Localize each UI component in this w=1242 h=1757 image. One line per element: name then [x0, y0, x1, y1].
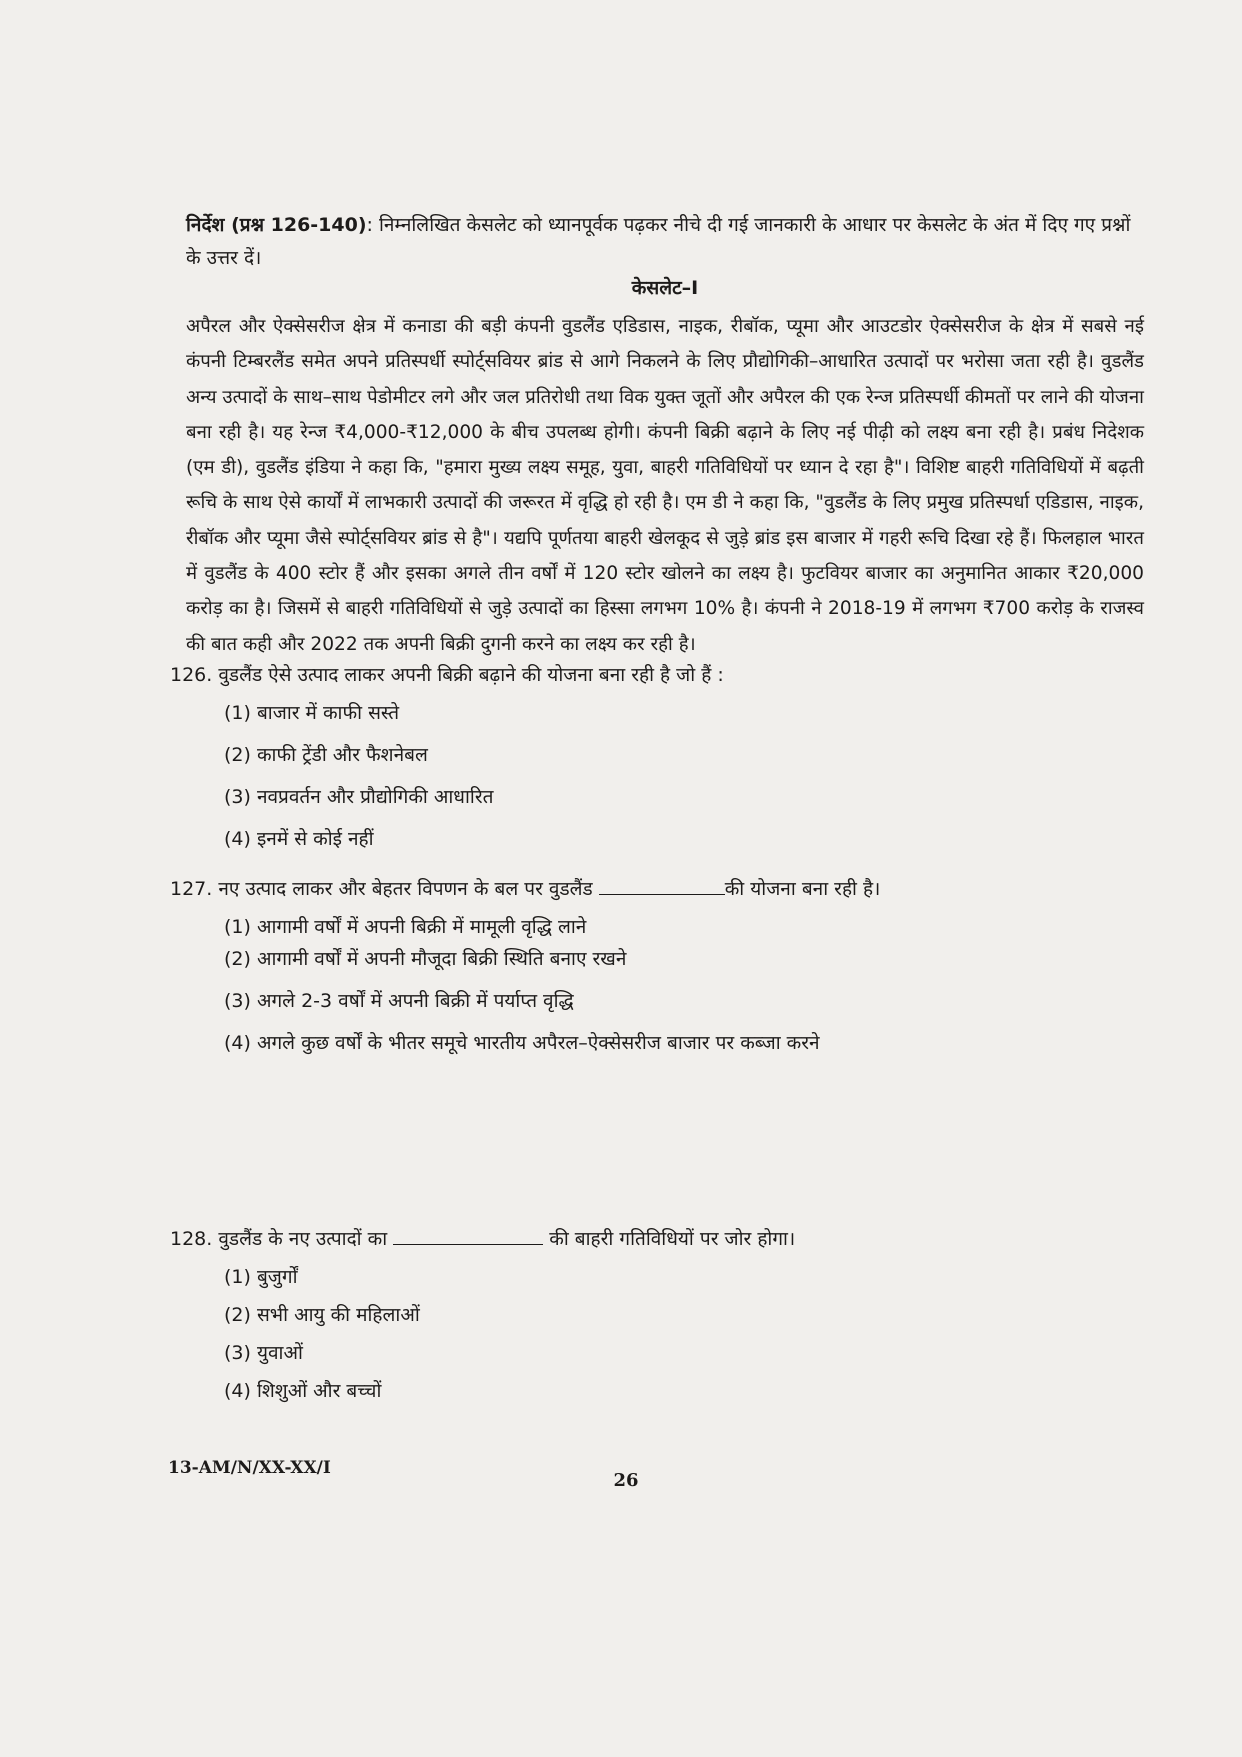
option-1[interactable]: (1) बुजुर्गों	[224, 1266, 298, 1288]
question-128	[170, 1224, 1140, 1406]
option-3[interactable]: (3) अगले 2-3 वर्षों में अपनी बिक्री में पर्याप्त वृद्धि	[224, 990, 574, 1012]
option-list	[170, 1262, 1140, 1406]
question-126	[170, 660, 1140, 854]
option-list	[170, 912, 1140, 1058]
question-stem-start: 127. नए उत्पाद लाकर और बेहतर विपणन के बल पर वुडलैंड	[170, 878, 593, 900]
question-stem-end: की बाहरी गतिविधियों पर जोर होगा।	[549, 1228, 796, 1250]
question-stem-start: 128. वुडलैंड के नए उत्पादों का	[170, 1228, 388, 1250]
option-list	[170, 698, 1140, 854]
caselet-passage: अपैरल और ऐक्सेसरीज क्षेत्र में कनाडा की बड़ी कंपनी वुडलैंड एडिडास, नाइक, रीबॉक, प्यूमा और आउटडोर ऐक्सेसरीज के क्षेत्र में सबसे नई कंपनी टिम्बरलैंड समेत अपने प्रतिस्पर्धी स्पोर्ट्सवियर ब्रांड से आगे निकलने के लिए प्रौद्योगिकी–आधारित उत्पादों पर भरोसा जता रही है। वुडलैंड अन्य उत्पादों के साथ–साथ पेडोमीटर लगे और जल प्रतिरोधी तथा विक युक्त जूतों और अपैरल की एक रेन्ज प्रतिस्पर्धी कीमतों पर लाने की योजना बना रही है। यह रेन्ज ₹4,000-₹12,000 के बीच उपलब्ध होगी। कंपनी बिक्री बढ़ाने के लिए नई पीढ़ी को लक्ष्य बना रही है। प्रबंध निदेशक (एम डी), वुडलैंड इंडिया ने कहा कि, "हमारा मुख्य लक्ष्य समूह, युवा, बाहरी गतिविधियों पर ध्यान दे रहा है"। विशिष्ट बाहरी गतिविधियों में बढ़ती रूचि के साथ ऐसे कार्यों में लाभकारी उत्पादों की जरूरत में वृद्धि हो रही है। एम डी ने कहा कि, "वुडलैंड के लिए प्रमुख प्रतिस्पर्धा एडिडास, नाइक, रीबॉक और प्यूमा जैसे स्पोर्ट्सवियर ब्रांड से है"। यद्यपि पूर्णतया बाहरी खेलकूद से जुड़े ब्रांड इस बाजार में गहरी रूचि दिखा रहे हैं। फिलहाल भारत में वुडलैंड के 400 स्टोर हैं और इसका अगले तीन वर्षों में 120 स्टोर खोलने का लक्ष्य है। फुटवियर बाजार का अनुमानित आकार ₹20,000 करोड़ का है। जिसमें से बाहरी गतिविधियों से जुड़े उत्पादों का हिस्सा लगभग 10% है। कंपनी ने 2018-19 में लगभग ₹700 करोड़ के राजस्व की बात कही और 2022 तक अपनी बिक्री दुगनी करने का लक्ष्य कर रही है।	[186, 316, 1144, 655]
answer-blank	[393, 1224, 543, 1245]
caselet-title: केसलेट–I	[631, 277, 699, 299]
option-2[interactable]: (2) सभी आयु की महिलाओं	[224, 1304, 420, 1326]
question-stem: 126. वुडलैंड ऐसे उत्पाद लाकर अपनी बिक्री बढ़ाने की योजना बना रही है जो हैं :	[170, 664, 724, 686]
option-1[interactable]: (1) आगामी वर्षों में अपनी बिक्री में मामूली वृद्धि लाने	[224, 916, 587, 938]
option-4[interactable]: (4) इनमें से कोई नहीं	[224, 828, 374, 850]
directions-text: : निम्नलिखित केसलेट को ध्यानपूर्वक पढ़कर नीचे दी गई जानकारी के आधार पर केसलेट के अंत में दिए गए प्रश्नों के उत्तर दें।	[186, 214, 1131, 269]
option-4[interactable]: (4) शिशुओं और बच्चों	[224, 1380, 382, 1402]
paper-code: 13-AM/N/XX-XX/I	[168, 1458, 331, 1478]
option-3[interactable]: (3) युवाओं	[224, 1342, 303, 1364]
answer-blank	[599, 874, 725, 895]
option-2[interactable]: (2) आगामी वर्षों में अपनी मौजूदा बिक्री स्थिति बनाए रखने	[224, 948, 627, 970]
question-stem	[170, 874, 1140, 904]
question-127	[170, 874, 1140, 1058]
option-3[interactable]: (3) नवप्रवर्तन और प्रौद्योगिकी आधारित	[224, 786, 494, 808]
option-4[interactable]: (4) अगले कुछ वर्षों के भीतर समूचे भारतीय अपैरल–ऐक्सेसरीज बाजार पर कब्जा करने	[224, 1032, 820, 1054]
option-2[interactable]: (2) काफी ट्रेंडी और फैशनेबल	[224, 744, 428, 766]
question-stem	[170, 1224, 1140, 1254]
directions-label: निर्देश (प्रश्न 126-140)	[186, 214, 367, 236]
question-stem-end: की योजना बना रही है।	[724, 878, 881, 900]
directions	[186, 209, 1144, 275]
page-number: 26	[613, 1470, 639, 1491]
option-1[interactable]: (1) बाजार में काफी सस्ते	[224, 702, 400, 724]
